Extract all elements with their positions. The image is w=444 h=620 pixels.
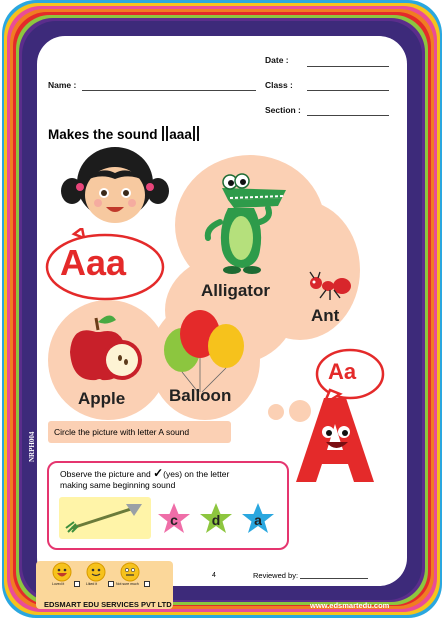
circle-instruction: Circle the picture with letter A sound <box>48 421 231 443</box>
name-field[interactable] <box>82 90 256 91</box>
worksheet-code: NRPH004 <box>28 431 36 462</box>
reviewed-by-label: Reviewed by: <box>253 571 299 580</box>
feedback-label-3: Not sure much <box>116 582 139 586</box>
not-sure-emoji-icon <box>120 562 140 582</box>
girl-face-icon <box>60 143 170 233</box>
name-label: Name : <box>48 80 77 90</box>
apple-icon[interactable] <box>66 312 146 386</box>
sound-bar-right <box>193 126 195 141</box>
worksheet-title <box>48 126 200 142</box>
arrow-icon <box>64 502 146 534</box>
feedback-checkbox-3[interactable] <box>144 581 150 587</box>
feedback-checkbox-2[interactable] <box>108 581 114 587</box>
aaa-badge-text: Aaa <box>60 242 127 283</box>
page-number: 4 <box>212 572 216 579</box>
aa-badge-text: Aa <box>328 359 357 384</box>
date-field[interactable] <box>307 66 389 67</box>
observe-text-1: Observe the picture and <box>60 469 151 479</box>
option-letter-c[interactable]: c <box>170 512 178 528</box>
sound-bar-right-2 <box>197 126 199 141</box>
observe-text-2: making same beginning sound <box>60 480 176 490</box>
loved-it-emoji-icon <box>52 562 72 582</box>
balloons-icon[interactable] <box>160 308 250 398</box>
class-label: Class : <box>265 80 293 90</box>
apple-label: Apple <box>78 389 126 408</box>
feedback-checkbox-1[interactable] <box>74 581 80 587</box>
date-label: Date : <box>265 55 289 65</box>
option-letter-d[interactable]: d <box>211 512 221 528</box>
observe-instruction <box>60 468 280 491</box>
observe-yes-text: (yes) on the letter <box>163 469 230 479</box>
sound-bar-left <box>162 126 164 141</box>
alligator-icon[interactable] <box>198 168 290 274</box>
reviewed-by-field[interactable] <box>300 578 368 579</box>
liked-it-emoji-icon <box>86 562 106 582</box>
feedback-label-2: Liked it <box>86 582 98 586</box>
ant-label: Ant <box>311 306 340 325</box>
company-name: EDSMART EDU SERVICES PVT LTD <box>44 600 172 609</box>
section-label: Section : <box>265 105 301 115</box>
sound-bar-left-2 <box>166 126 168 141</box>
alligator-label: Alligator <box>201 281 270 300</box>
class-field[interactable] <box>307 90 389 91</box>
cloud-dot-1 <box>268 404 284 420</box>
section-field[interactable] <box>307 115 389 116</box>
balloon-label: Balloon <box>169 386 232 405</box>
feedback-label-1: Loved it <box>52 582 65 586</box>
tick-icon: ✓ <box>153 466 164 480</box>
option-letter-a[interactable]: a <box>254 512 262 528</box>
website-url[interactable]: www.edsmartedu.com <box>310 601 390 610</box>
ant-icon[interactable] <box>306 270 352 302</box>
title-sound: aaa <box>169 127 192 142</box>
title-prefix: Makes the sound <box>48 127 158 142</box>
letter-a-character-icon <box>294 396 376 484</box>
